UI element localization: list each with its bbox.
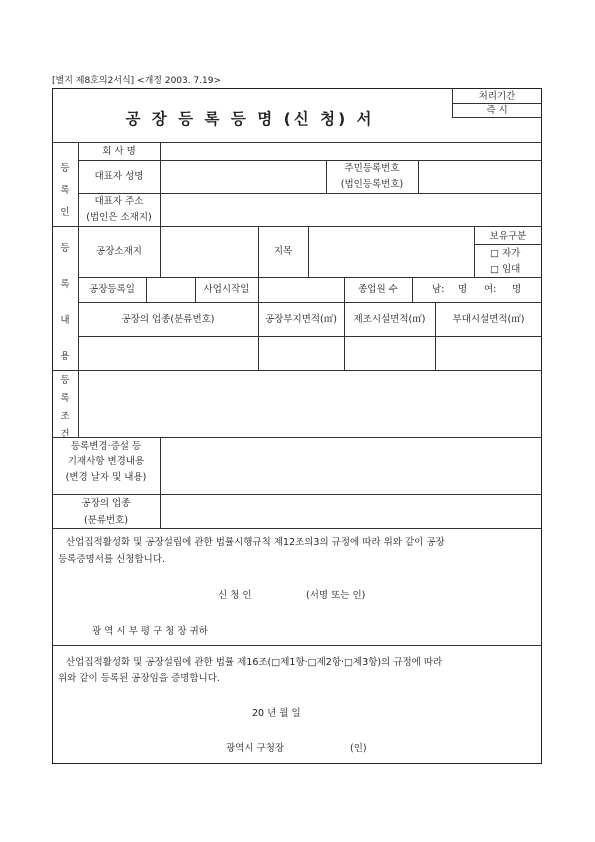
certification-text-line1: 산업집적활성화 및 공장설립에 관한 법률 제16조(□제1항·□제2항·□제3항)의 규정에 따라 <box>66 657 443 668</box>
ancillary-area-header: 부대시설면적(㎡) <box>452 314 525 325</box>
resident-no-field[interactable] <box>419 161 541 192</box>
company-name-field[interactable] <box>161 143 541 159</box>
conditions-side-label: 등 록 조 건 <box>60 375 70 440</box>
rep-address-label: 대표자 주소 (법인은 소재지) <box>86 196 152 224</box>
business-start-date-label: 사업시작일 <box>203 284 250 295</box>
rep-name-field[interactable] <box>161 161 325 192</box>
ownership-lease-checkbox[interactable]: □ 임대 <box>490 264 521 275</box>
female-label: 여: <box>484 284 497 295</box>
industry-value-field[interactable] <box>79 337 257 369</box>
land-category-field[interactable] <box>309 227 473 276</box>
male-unit: 명 <box>458 284 468 295</box>
rep-name-label: 대표자 성명 <box>94 171 144 182</box>
processing-value: 즉 시 <box>486 105 508 116</box>
land-category-label: 지목 <box>273 246 293 257</box>
ancillary-area-value-field[interactable] <box>436 337 541 369</box>
male-label: 남: <box>432 284 445 295</box>
conditions-field[interactable] <box>79 371 541 436</box>
manufacturing-area-value-field[interactable] <box>345 337 434 369</box>
registration-side-label: 등 록 내 용 <box>60 243 70 362</box>
company-name-label: 회 사 명 <box>102 146 136 157</box>
factory-reg-date-field[interactable] <box>147 278 194 301</box>
form-id: [별지 제8호의2서식] <개정 2003. 7.19> <box>52 76 222 86</box>
addressee: 광 역 시 부 평 구 청 장 귀하 <box>92 626 208 637</box>
manufacturing-area-header: 제조시설면적(㎡) <box>353 314 426 325</box>
industry-label: 공장의 업종 (분류번호) <box>81 498 131 527</box>
site-area-header: 공장부지면적(㎡) <box>265 314 337 325</box>
applicant-label: 신 청 인 <box>218 590 252 601</box>
issuer-label: 광역시 구청장 <box>226 743 285 754</box>
rep-address-field[interactable] <box>161 194 541 225</box>
industry-field[interactable] <box>161 495 541 527</box>
applicant-side-label: 등 록 인 <box>60 163 70 218</box>
sign-note: (서명 또는 인) <box>306 590 366 601</box>
processing-label: 처리기간 <box>478 91 516 102</box>
change-details-label: 등록변경·증설 등 기재사항 변경내용 (변경 날자 및 내용) <box>65 441 147 483</box>
employees-label: 종업원 수 <box>358 284 398 295</box>
certification-date: 20 년 월 일 <box>252 708 301 719</box>
factory-location-field[interactable] <box>161 227 257 276</box>
site-area-value-field[interactable] <box>259 337 343 369</box>
application-text-line2: 등록증명서를 신청합니다. <box>58 554 165 565</box>
business-start-date-field[interactable] <box>259 278 343 301</box>
factory-location-label: 공장소재지 <box>96 246 142 257</box>
factory-reg-date-label: 공장등록일 <box>89 284 135 295</box>
ownership-own-checkbox[interactable]: □ 자가 <box>490 248 521 259</box>
industry-header: 공장의 업종(분류번호) <box>121 314 215 325</box>
issuer-seal: (인) <box>350 743 367 754</box>
application-text-line1: 산업집적활성화 및 공장설립에 관한 법률시행규칙 제12조의3의 규정에 따라 위와 같이 공장 <box>66 537 445 548</box>
certification-text-line2: 위와 같이 등록된 공장임을 증명합니다. <box>58 673 220 684</box>
ownership-label: 보유구분 <box>489 231 527 242</box>
form-title: 공 장 등 록 등 명 (신 청) 서 <box>125 110 375 128</box>
change-details-field[interactable] <box>161 438 541 493</box>
female-unit: 명 <box>512 284 522 295</box>
resident-no-label: 주민등록번호 (법인등록번호) <box>340 163 404 191</box>
